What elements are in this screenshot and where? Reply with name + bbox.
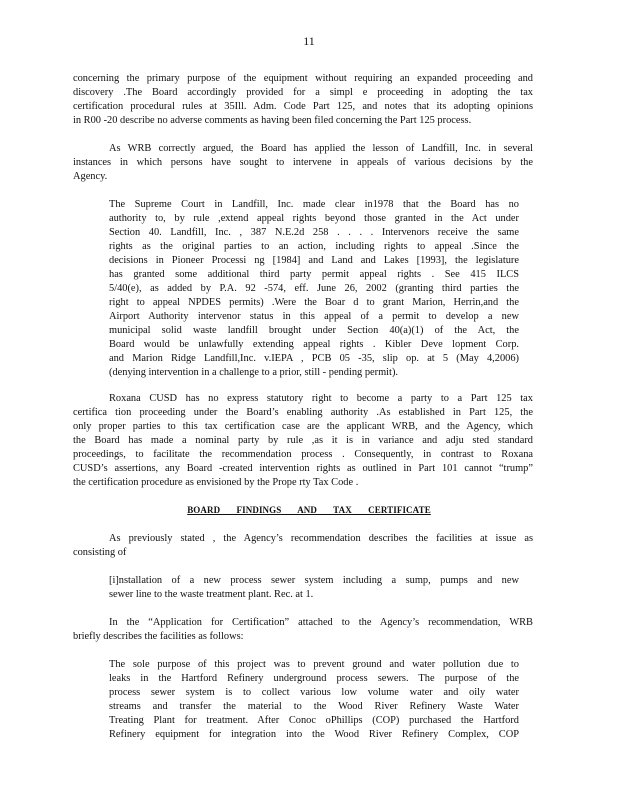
text-line: right to appeal NPDES permits) .Were the Boar d to grant Marion, Herrin,and the	[109, 297, 519, 308]
text-line: discovery .The Board accordingly provided for a simpl e proceeding in adopting the tax	[73, 87, 533, 98]
paragraph-application	[73, 616, 533, 644]
text-line: streams and transfer the material to the Wood River Refinery Waste Water	[109, 701, 519, 712]
text-line: The Supreme Court in Landfill, Inc. made clear in1978 that the Board has no	[109, 199, 519, 210]
paragraph-procedure	[73, 72, 533, 128]
section-heading: BOARD FINDINGS AND TAX CERTIFICATE	[187, 505, 431, 515]
text-line: certifica tion proceeding under the Board’s enabling authority .As established in Part 125, the	[73, 407, 533, 418]
text-line: (denying intervention in a challenge to a prior, still - pending permit).	[109, 367, 398, 378]
paragraph-previously-stated	[73, 532, 533, 560]
paragraph-wrb-argued	[73, 142, 533, 184]
text-line: only proper parties to this tax certification case are the applicant WRB, and the Agency, which	[73, 421, 533, 432]
text-line: process sewer system is to collect various low volume water and oily water	[109, 687, 519, 698]
text-line: consisting of	[73, 547, 127, 558]
text-line: has granted some additional third party permit appeal rights . See 415 ILCS	[109, 269, 519, 280]
text-line: certification procedural rules at 35Ill. Adm. Code Part 125, and notes that its adopting opinions	[73, 101, 533, 112]
text-line: concerning the primary purpose of the equipment without requiring an expanded proceeding and	[73, 73, 533, 84]
text-line: [i]nstallation of a new process sewer system including a sump, pumps and new	[109, 575, 519, 586]
block-quote-sole-purpose	[109, 658, 519, 742]
text-line: Refinery equipment for integration into the Wood River Refinery Complex, COP	[109, 729, 519, 740]
text-line: and Marion Ridge Landfill,Inc. v.IEPA , PCB 05 -35, slip op. at 5 (May 4,2006)	[109, 353, 519, 364]
text-line: CUSD’s assertions, any Board -created intervention rights as outlined in Part 101 cannot “trump”	[73, 463, 533, 474]
text-line: As previously stated , the Agency’s recommendation describes the facilities at issue as	[109, 533, 533, 544]
text-line: Treating Plant for treatment. After Conoc oPhillips (COP) purchased the Hartford	[109, 715, 519, 726]
text-line: the Board has made a nominal party by rule ,as it is in variance and adju sted standard	[73, 435, 533, 446]
text-line: in R00 -20 describe no adverse comments as having been filed concerning the Part 125 process.	[73, 115, 472, 126]
text-line: In the “Application for Certification” attached to the Agency’s recommendation, WRB	[109, 617, 533, 628]
text-line: The sole purpose of this project was to prevent ground and water pollution due to	[109, 659, 519, 670]
text-line: Roxana CUSD has no express statutory right to become a party to a Part 125 tax	[109, 393, 533, 404]
text-line: Agency.	[73, 171, 108, 182]
text-line: Board would be unlawfully extending appeal rights . Kibler Deve lopment Corp.	[109, 339, 519, 350]
text-line: Airport Authority intervenor status in this appeal of a permit to develop a new	[109, 311, 519, 322]
block-quote-installation	[109, 574, 519, 602]
text-line: Section 40. Landfill, Inc. , 387 N.E.2d 258 . . . . Intervenors receive the same	[109, 227, 519, 238]
text-line: the certification procedure as envisioned by the Prope rty Tax Code .	[73, 477, 359, 488]
block-quote-supreme-court	[109, 198, 519, 380]
text-line: proceedings, to facilitate the recommendation process . Consequently, in contrast to Roxana	[73, 449, 533, 460]
text-line: sewer line to the waste treatment plant. Rec. at 1.	[109, 589, 314, 600]
page-number: 11	[303, 34, 315, 48]
text-line: authority to, by rule ,extend appeal rights beyond those granted in the Act under	[109, 213, 519, 224]
text-line: instances in which persons have sought to intervene in appeals of various decisions by the	[73, 157, 533, 168]
text-line: As WRB correctly argued, the Board has applied the lesson of Landfill, Inc. in several	[109, 143, 533, 154]
text-line: municipal solid waste landfill brought under Section 40(a)(1) of the Act, the	[109, 325, 519, 336]
text-line: rights as the original parties to an action, including rights to appeal .Since the	[109, 241, 519, 252]
text-line: 5/40(e), as added by P.A. 92 -574, eff. June 26, 2002 (granting third parties the	[109, 283, 519, 294]
text-line: briefly describes the facilities as follows:	[73, 631, 244, 642]
text-line: leaks in the Hartford Refinery underground process sewers. The purpose of the	[109, 673, 519, 684]
text-line: decisions in Pioneer Processi ng [1984] and Land and Lakes [1993], the legislature	[109, 255, 519, 266]
paragraph-roxana-cusd	[73, 392, 533, 490]
